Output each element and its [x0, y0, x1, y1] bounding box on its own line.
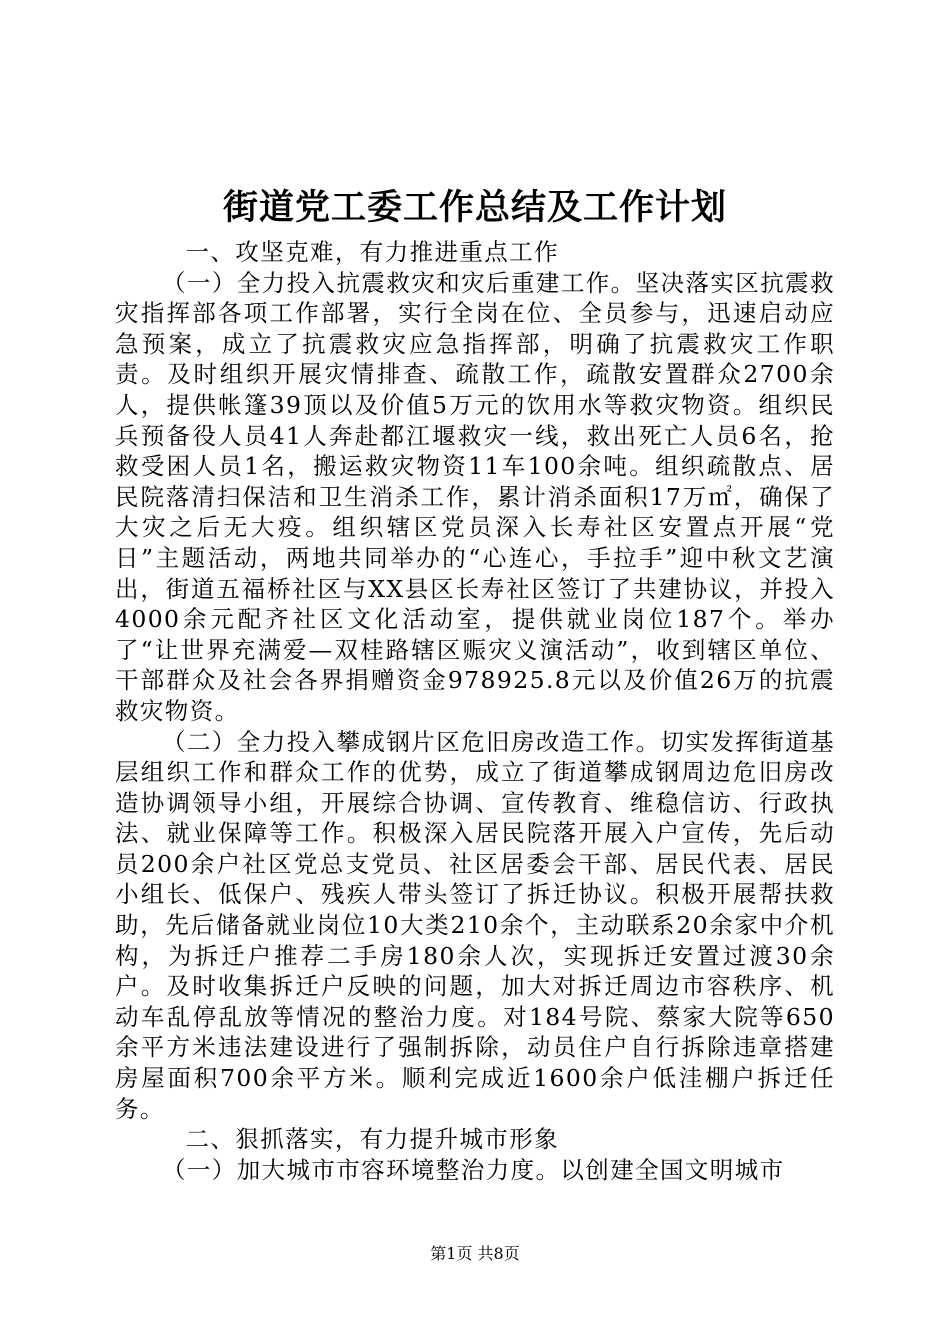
paragraph-earthquake-relief: （一）全力投入抗震救灾和灾后重建工作。坚决落实区抗震救灾指挥部各项工作部署，实行全岗在位、全员参与，迅速启动应急预案，成立了抗震救灾应急指挥部，明确了抗震救灾工作职责。及时组织开展灾情排查、疏散工作，疏散安置群众2700余人，提供帐篷39顶以及价值5万元的饮用水等救灾物资。组织民兵预备役人员41人奔赴都江堰救灾一线，救出死亡人员6名，抢救受困人员1名，搬运救灾物资11车100余吨。组织疏散点、居民院落清扫保洁和卫生消杀工作，累计消杀面积17万㎡，确保了大灾之后无大疫。组织辖区党员深入长寿社区安置点开展“党日”主题活动，两地共同举办的“心连心，手拉手”迎中秋文艺演出，街道五福桥社区与XX县区长寿社区签订了共建协议，并投入4000余元配齐社区文化活动室，提供就业岗位187个。举办了“让世界充满爱—双桂路辖区赈灾义演活动”，收到辖区单位、干部群众及社会各界捐赠资金978925.8元以及价值26万的抗震救灾物资。 — [115, 268, 835, 725]
paragraph-city-appearance: （一）加大城市市容环境整治力度。以创建全国文明城市 — [162, 1155, 785, 1184]
page-footer: 第1页 共8页 — [430, 1244, 520, 1263]
document-title: 街道党工委工作总结及工作计划 — [222, 187, 727, 228]
section-heading-2: 二、狠抓落实，有力提升城市形象 — [185, 1125, 559, 1154]
document-body — [115, 237, 835, 1185]
section-heading-1: 一、攻坚克难，有力推进重点工作 — [185, 238, 559, 266]
paragraph-housing-renovation: （二）全力投入攀成钢片区危旧房改造工作。切实发挥街道基层组织工作和群众工作的优势，成立了街道攀成钢周边危旧房改造协调领导小组，开展综合协调、宣传教育、维稳信访、行政执法、就业保障等工作。积极深入居民院落开展入户宣传，先后动员200余户社区党总支党员、社区居委会干部、居民代表、居民小组长、低保户、残疾人带头签订了拆迁协议。积极开展帮扶救助，先后储备就业岗位10大类210余个，主动联系20余家中介机构，为拆迁户推荐二手房180余人次，实现拆迁安置过渡30余户。及时收集拆迁户反映的问题，加大对拆迁周边市容秩序、机动车乱停乱放等情况的整治力度。对184号院、蔡家大院等650余平方米违法建设进行了强制拆除，动员住户自行拆除违章搭建房屋面积700余平方米。顺利完成近1600余户低洼棚户拆迁任务。 — [115, 727, 835, 1123]
